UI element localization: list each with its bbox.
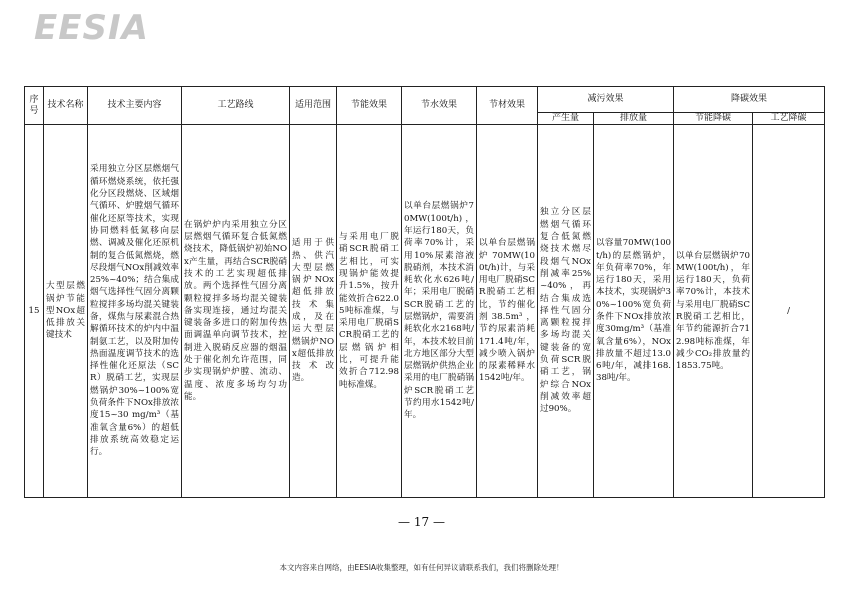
cell-carbon-energy: 以单台层燃锅炉70MW(100t/h)，年运行180天，负荷率70%计，本技术与采用电厂脱硝SCR脱硝工艺相比，年节约能源折合712.98吨标准煤，年减少CO₂排放量约1853.75吨。	[674, 125, 753, 498]
header-tech-name: 技术名称	[44, 87, 88, 125]
cell-carbon-process: /	[753, 125, 825, 498]
cell-route: 在锅炉炉内采用独立分区层燃烟气循环复合低氮燃烧技术，降低锅炉初始NOx产生量，再结合SCR脱硝技术的工艺实现超低排放。两个选择性气固分离颗粒搅拌多场均混关键装备实现连接，通过均混关键装备多进口的附加传热面调温单向调节技术，控制进入脱硝反应器的烟温处于催化剂允许范围，同步实现锅炉炉膛、流动、温度、浓度多场均匀功能。	[182, 125, 290, 498]
header-energy: 节能效果	[337, 87, 402, 125]
header-carbon-process: 工艺降碳	[753, 113, 825, 125]
header-water: 节水效果	[402, 87, 477, 125]
technology-table	[24, 86, 825, 498]
cell-energy: 与采用电厂脱硝SCR脱硝工艺相比，可实现锅炉能效提升1.5%，按升能效折合622.05吨标准煤，与采用电厂脱硝SCR脱硝工艺的层燃锅炉相比，可提升能效折合712.98吨标准煤。	[337, 125, 402, 498]
cell-seq: 15	[25, 125, 44, 498]
header-scope: 适用范围	[290, 87, 337, 125]
table-row	[25, 125, 825, 498]
header-route: 工艺路线	[182, 87, 290, 125]
header-carbon-energy: 节能降碳	[674, 113, 753, 125]
header-pollution-gen: 产生量	[538, 113, 594, 125]
page-number: — 17 —	[398, 515, 445, 529]
header-pollution-emit: 排放量	[594, 113, 674, 125]
cell-pollution-emit: 以容量70MW(100t/h)的层燃锅炉，年负荷率70%，年运行180天，采用本技术，实现锅炉30%~100%宽负荷条件下NOx排放浓度30mg/m³（基准氧含量6%），NOx排放量不超过13.06吨/年，减排168.38吨/年。	[594, 125, 674, 498]
header-carbon-group: 降碳效果	[674, 87, 825, 113]
cell-content: 采用独立分区层燃烟气循环燃烧系统，依托强化分区段燃烧、区域烟气循环、炉膛烟气循环催化还原等技术，实现协同燃料低氮移向层燃、调减及催化还原机制的复合低氮燃烧，燃尽段烟气NOx削减效率25%~40%；结合集成烟气选择性气固分离颗粒搅拌多场均混关键装备，煤焦与尿素混合热解循环技术的炉内中温制氨工艺，以及附加传热面温度调节技术的选择性催化还原法（SCR）脱硝工艺，实现层燃锅炉30%~100%宽负荷条件下NOx排放浓度15~30 mg/m³（基准氧含量6%）的超低排放系统高效稳定运行。	[88, 125, 182, 498]
header-seq: 序号	[25, 87, 44, 125]
cell-water: 以单台层燃锅炉70MW(100t/h)，年运行180天，负荷率70%计，采用10%尿素溶液脱硝剂，本技术消耗软化水626吨/年；采用电厂脱硝SCR脱硝工艺的层燃锅炉，需要消耗软化水2168吨/年，本技术较目前北方地区部分大型层燃锅炉供热企业采用的电厂脱硝锅炉SCR脱硝工艺节约用水1542吨/年。	[402, 125, 477, 498]
header-content: 技术主要内容	[88, 87, 182, 125]
header-pollution-group: 减污效果	[538, 87, 674, 113]
cell-material: 以单台层燃锅炉70MW(100t/h)计，与采用电厂脱硝SCR脱硝工艺相比，节约催化剂38.5m³，节约尿素消耗171.4吨/年，减少喷入锅炉的尿素稀释水1542吨/年。	[477, 125, 538, 498]
cell-tech-name: 大型层燃锅炉节能型NOx超低排放关键技术	[44, 125, 88, 498]
cell-pollution-gen: 独立分区层燃烟气循环复合低氮燃烧技术燃尽段烟气NOx削减率25%~40%，再结合集成选择性气固分离颗粒搅拌多场均混关键装备的宽负荷SCR脱硝工艺，锅炉综合NOx削减效率超过90%。	[538, 125, 594, 498]
cell-scope: 适用于供热、供汽大型层燃锅炉NOx超低排放技术集成，及在运大型层燃锅炉NOx超低排放技术改造。	[290, 125, 337, 498]
eesia-logo: EESIA	[34, 8, 149, 48]
footer-note: 本文内容来自网络，由EESIA收集整理，如有任何异议请联系我们，我们将删除处理！	[279, 563, 564, 572]
header-material: 节材效果	[477, 87, 538, 125]
